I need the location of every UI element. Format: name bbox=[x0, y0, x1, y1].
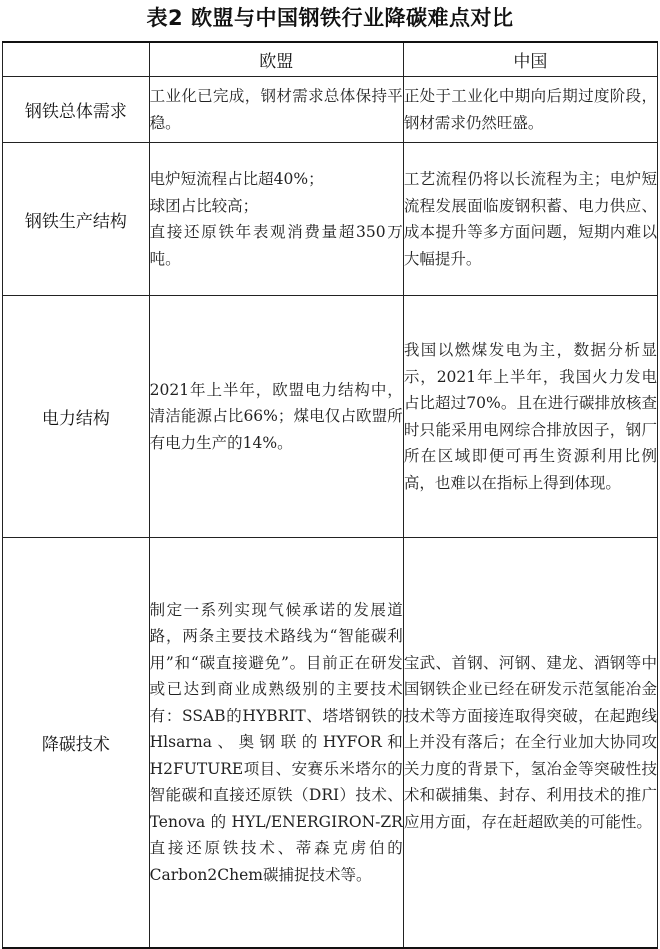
cell-cn-production bbox=[403, 143, 657, 296]
row-label-power: 电力结构 bbox=[3, 296, 150, 538]
cell-text: 制定一系列实现气候承诺的发展道路，两条主要技术路线为“智能碳利用”和“碳直接避免”。目前正在研发或已达到商业成熟级别的主要技术有：SSAB的HYBRIT、塔塔钢铁的Hlsarna、奥钢联的HYFOR和H2FUTURE项目、安赛乐米塔尔的智能碳和直接还原铁（DRI）技术、Tenova的HYL/ENERGIRON-ZR直接还原铁技术、蒂森克虏伯的Carbon2Chem碳捕捉技术等。 bbox=[149, 600, 403, 884]
table-row bbox=[3, 143, 658, 296]
cell-text: 2021年上半年，欧盟电力结构中，清洁能源占比66%；煤电仅占欧盟所有电力生产的14%。 bbox=[149, 380, 403, 452]
header-empty bbox=[3, 42, 150, 77]
cell-text: 电炉短流程占比超40%； bbox=[149, 170, 324, 188]
row-label-demand: 钢铁总体需求 bbox=[3, 77, 150, 143]
cell-text: 我国以燃煤发电为主，数据分析显示，2021年上半年，我国火力发电占比超过70%。且在进行碳排放核查时只能采用电网综合排放因子，钢厂所在区域即便可再生资源利用比例高，也难以在指标上得到体现。 bbox=[403, 341, 657, 492]
table-header-row bbox=[3, 42, 658, 77]
cell-eu-production bbox=[149, 143, 403, 296]
row-label-production: 钢铁生产结构 bbox=[3, 143, 150, 296]
cell-text: 直接还原铁年表观消费量超350万吨。 bbox=[149, 223, 403, 268]
table-title: 表2 欧盟与中国钢铁行业降碳难点对比 bbox=[146, 6, 514, 30]
cell-text: 宝武、首钢、河钢、建龙、酒钢等中国钢铁企业已经在研发示范氢能冶金技术等方面接连取得突破，在起跑线上并没有落后；在全行业加大协同攻关力度的背景下，氢冶金等突破性技术和碳捕集、封存、利用技术的推广应用方面，存在赶超欧美的可能性。 bbox=[403, 653, 657, 831]
comparison-table bbox=[2, 41, 658, 949]
header-cn: 中国 bbox=[403, 42, 657, 77]
cell-eu-power bbox=[149, 296, 403, 538]
table-row bbox=[3, 77, 658, 143]
table-row bbox=[3, 538, 658, 948]
cell-text: 工艺流程仍将以长流程为主；电炉短流程发展面临废钢积蓄、电力供应、成本提升等多方面问题，短期内难以大幅提升。 bbox=[403, 170, 657, 268]
table-row bbox=[3, 296, 658, 538]
cell-eu-technology bbox=[149, 538, 403, 948]
cell-text: 工业化已完成，钢材需求总体保持平稳。 bbox=[149, 87, 403, 132]
row-label-technology: 降碳技术 bbox=[3, 538, 150, 948]
cell-eu-demand bbox=[149, 77, 403, 143]
cell-text: 球团占比较高； bbox=[149, 196, 259, 215]
cell-cn-technology bbox=[403, 538, 657, 948]
cell-cn-power bbox=[403, 296, 657, 538]
header-eu: 欧盟 bbox=[149, 42, 403, 77]
cell-cn-demand bbox=[403, 77, 657, 143]
cell-text: 正处于工业化中期向后期过度阶段，钢材需求仍然旺盛。 bbox=[403, 87, 657, 132]
